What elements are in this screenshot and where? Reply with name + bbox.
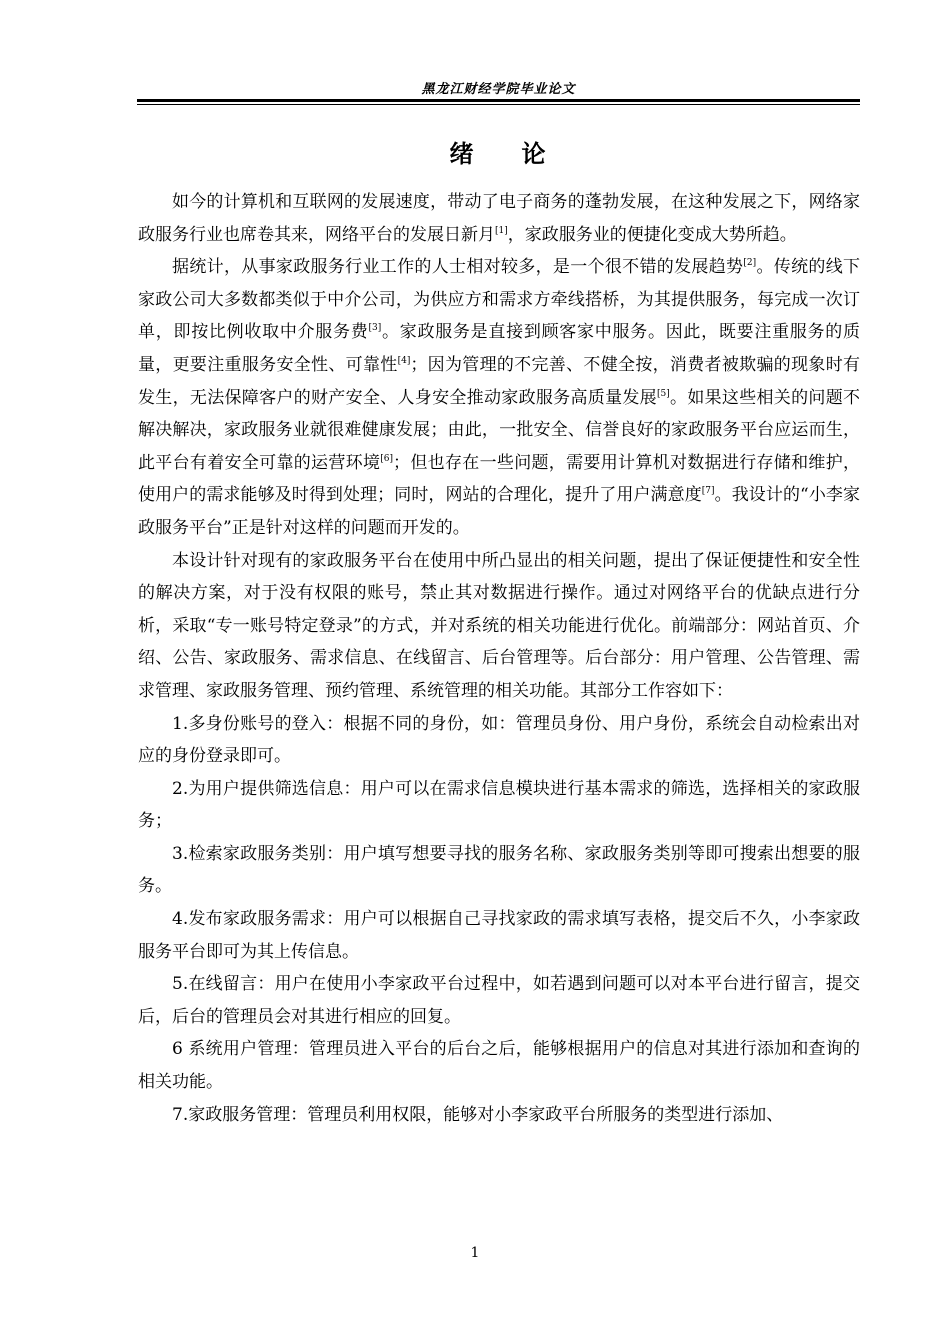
citation-ref: [2] [743,258,757,269]
citation-ref: [6] [380,453,394,464]
header-rule-thin [137,104,860,105]
list-item-3: 3.检索家政服务类别：用户填写想要寻找的服务名称、家政服务类别等即可搜索出想要的服务。 [138,843,860,897]
list-item-1: 1.多身份账号的登入：根据不同的身份，如：管理员身份、用户身份，系统会自动检索出对应的身份登录即可。 [138,713,860,767]
list-item-2: 2.为用户提供筛选信息：用户可以在需求信息模块进行基本需求的筛选，选择相关的家政服务； [138,778,860,832]
body-text [138,186,860,1131]
page-number: 1 [470,1245,480,1261]
title-part-1: 绪 [449,139,476,168]
header-rule-thick [137,99,860,102]
list-item-4: 4.发布家政服务需求：用户可以根据自己寻找家政的需求填写表格，提交后不久，小李家政服务平台即可为其上传信息。 [138,909,860,962]
paragraph-2 [138,251,860,544]
paragraph-3: 本设计针对现有的家政服务平台在使用中所凸显出的相关问题，提出了保证便捷性和安全性的解决方案，对于没有权限的账号，禁止其对数据进行操作。通过对网络平台的优缺点进行分析，采取“专一账号特定登录”的方式，并对系统的相关功能进行优化。前端部分：网站首页、介绍、公告、家政服务、需求信息、在线留言、后台管理等。后台部分：用户管理、公告管理、需求管理、家政服务管理、预约管理、系统管理的相关功能。其部分工作容如下： [138,550,860,701]
p2-text-d: ；因为管理的不完善、不健全按，消费者被欺骗的现象时有发生，无法保障客户的财产安全、人身安全推动家政服务高质量发展 [138,354,860,408]
citation-ref: [1] [495,225,508,236]
paragraph-1 [138,186,860,251]
list-item-7: 7.家政服务管理：管理员利用权限，能够对小李家政平台所服务的类型进行添加、 [172,1104,784,1125]
p2-text-f: ；但也存在一些问题，需要用计算机对数据进行存储和维护，使用户的需求能够及时得到处理；同时，网站的合理化，提升了用户满意度 [138,452,861,506]
p2-text-g: 。我设计的“小李家政服务平台”正是针对这样的问题而开发的。 [138,485,860,538]
p2-text-e: 。如果这些相关的问题不解决解决，家政服务业就很难健康发展；由此，一批安全、信誉良好的家政服务平台应运而生，此平台有着安全可靠的运营环境 [138,387,861,473]
p2-text-b: 。传统的线下家政公司大多数都类似于中介公司，为供应方和需求方牵线搭桥，为其提供服务，每完成一次订单，即按比例收取中介服务费 [138,257,861,343]
chapter-title [137,134,860,169]
citation-ref: [3] [368,323,382,334]
list-item-5: 5.在线留言：用户在使用小李家政平台过程中，如若遇到问题可以对本平台进行留言，提交后，后台的管理员会对其进行相应的回复。 [138,974,860,1027]
citation-ref: [7] [701,486,715,497]
citation-ref: [5] [656,388,670,399]
running-header: 黑龙江财经学院毕业论文 [421,82,576,97]
citation-ref: [4] [397,355,411,366]
title-part-2: 论 [521,139,548,168]
list-item-6: 6 系统用户管理：管理员进入平台的后台之后，能够根据用户的信息对其进行添加和查询的相关功能。 [138,1039,860,1093]
p2-text-a: 据统计，从事家政服务行业工作的人士相对较多，是一个很不错的发展趋势 [172,257,744,278]
p1-text-b: ，家政服务业的便捷化变成大势所趋。 [507,224,797,245]
p2-text-c: 。家政服务是直接到顾客家中服务。因此，既要注重服务的质量，更要注重服务安全性、可靠性 [138,322,861,375]
p1-text-a: 如今的计算机和互联网的发展速度，带动了电子商务的蓬勃发展，在这种发展之下，网络家政服务行业也席卷其来，网络平台的发展日新月 [138,192,860,245]
